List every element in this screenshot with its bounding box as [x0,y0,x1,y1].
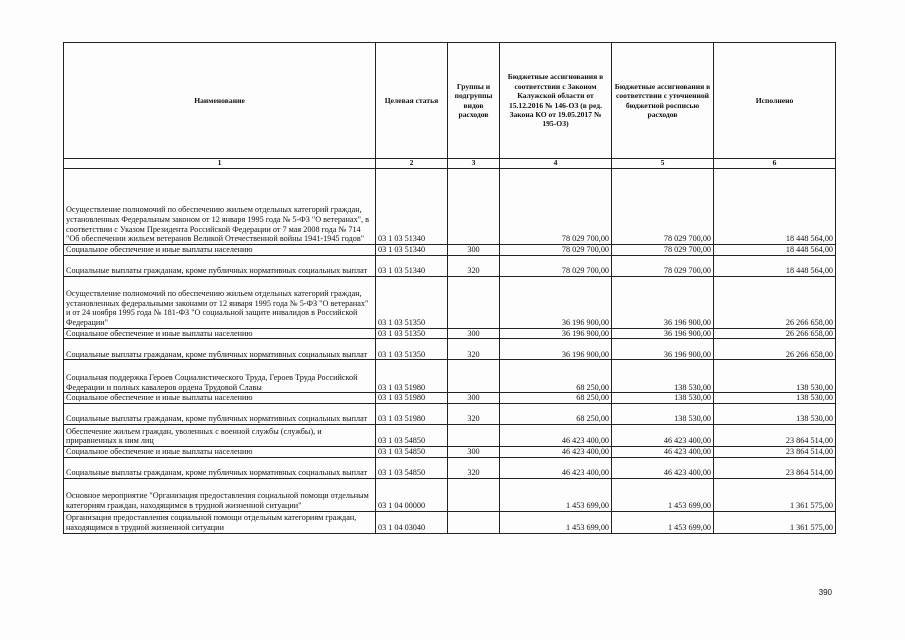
row-name-cell: Социальное обеспечение и иные выплаты населению [64,328,376,339]
row-group-cell [448,425,500,447]
column-number: 1 [64,159,376,169]
row-group-cell [448,276,500,328]
page-number: 390 [818,588,832,597]
row-law-amount-cell: 78 029 700,00 [500,255,612,276]
row-executed-amount-cell: 138 530,00 [714,360,836,393]
row-revised-amount-cell: 1 453 699,00 [612,511,714,533]
table-row [64,276,836,328]
budget-table [63,42,836,534]
row-executed-amount-cell: 23 864 514,00 [714,447,836,458]
header-target: Целевая статья [376,43,448,159]
row-name-cell: Обеспечение жильем граждан, уволенных с военной службы (службы), и приравненных к ним лиц [64,425,376,447]
row-revised-amount-cell: 46 423 400,00 [612,447,714,458]
column-number: 5 [612,159,714,169]
row-executed-amount-cell: 23 864 514,00 [714,425,836,447]
table-row [64,404,836,425]
row-executed-amount-cell: 26 266 658,00 [714,276,836,328]
row-name-cell: Осуществление полномочий по обеспечению жильем отдельных категорий граждан, установленных Федеральным законом от 12 января 1995 года № 5-ФЗ "О ветеранах", в соответствии с Указом Президента Российской Федерации от 7 мая 2008 года № 714 "Об обеспечении жильем ветеранов Великой Отечественной войны 1941-1945 годов" [64,169,376,245]
table-row [64,478,836,511]
row-name-cell: Организация предоставления социальной помощи отдельным категориям граждан, находящимся в трудной жизненной ситуации [64,511,376,533]
row-name-cell: Осуществление полномочий по обеспечению жильем отдельных категорий граждан, установленных федеральными законами от 12 января 1995 года № 5-ФЗ "О ветеранах" и от 24 ноября 1995 года № 181-ФЗ "О социальной защите инвалидов в Российской Федерации" [64,276,376,328]
table-row [64,425,836,447]
row-name-cell: Социальное обеспечение и иные выплаты населению [64,447,376,458]
row-target-code-cell: 03 1 03 51340 [376,169,448,245]
row-executed-amount-cell: 138 530,00 [714,404,836,425]
header-name: Наименование [64,43,376,159]
header-law-allocations: Бюджетные ассигнования в соответствии с Законом Калужской области от 15.12.2016 № 146-ОЗ (в ред. Закона КО от 19.05.2017 № 195-ОЗ) [500,43,612,159]
row-revised-amount-cell: 78 029 700,00 [612,255,714,276]
row-revised-amount-cell: 46 423 400,00 [612,425,714,447]
row-group-cell [448,169,500,245]
row-law-amount-cell: 68 250,00 [500,360,612,393]
row-revised-amount-cell: 1 453 699,00 [612,478,714,511]
table-row [64,393,836,404]
column-number-row [64,159,836,169]
header-executed: Исполнено [714,43,836,159]
row-revised-amount-cell: 46 423 400,00 [612,457,714,478]
table-body [64,169,836,534]
row-target-code-cell: 03 1 03 51350 [376,328,448,339]
row-revised-amount-cell: 36 196 900,00 [612,328,714,339]
row-law-amount-cell: 36 196 900,00 [500,339,612,360]
row-law-amount-cell: 46 423 400,00 [500,447,612,458]
row-law-amount-cell: 68 250,00 [500,404,612,425]
row-executed-amount-cell: 18 448 564,00 [714,245,836,256]
row-revised-amount-cell: 36 196 900,00 [612,276,714,328]
column-number: 6 [714,159,836,169]
row-executed-amount-cell: 1 361 575,00 [714,511,836,533]
row-group-cell: 300 [448,447,500,458]
row-target-code-cell: 03 1 03 51980 [376,404,448,425]
row-executed-amount-cell: 18 448 564,00 [714,169,836,245]
row-target-code-cell: 03 1 03 51980 [376,360,448,393]
row-executed-amount-cell: 1 361 575,00 [714,478,836,511]
row-group-cell: 300 [448,328,500,339]
row-name-cell: Основное мероприятие "Организация предоставления социальной помощи отдельным категориям граждан, находящимся в трудной жизненной ситуации" [64,478,376,511]
row-target-code-cell: 03 1 03 51980 [376,393,448,404]
row-group-cell: 320 [448,457,500,478]
row-executed-amount-cell: 138 530,00 [714,393,836,404]
row-revised-amount-cell: 138 530,00 [612,393,714,404]
row-law-amount-cell: 46 423 400,00 [500,425,612,447]
row-target-code-cell: 03 1 03 51340 [376,245,448,256]
row-group-cell: 320 [448,339,500,360]
column-number: 4 [500,159,612,169]
table-row [64,360,836,393]
row-revised-amount-cell: 78 029 700,00 [612,169,714,245]
row-revised-amount-cell: 138 530,00 [612,360,714,393]
header-groups: Группы и подгруппы видов расходов [448,43,500,159]
table-row [64,511,836,533]
row-law-amount-cell: 36 196 900,00 [500,276,612,328]
row-name-cell: Социальные выплаты гражданам, кроме публичных нормативных социальных выплат [64,457,376,478]
row-target-code-cell: 03 1 04 03040 [376,511,448,533]
row-name-cell: Социальные выплаты гражданам, кроме публичных нормативных социальных выплат [64,339,376,360]
row-name-cell: Социальные выплаты гражданам, кроме публичных нормативных социальных выплат [64,255,376,276]
row-law-amount-cell: 78 029 700,00 [500,245,612,256]
table-row [64,245,836,256]
row-executed-amount-cell: 23 864 514,00 [714,457,836,478]
row-name-cell: Социальное обеспечение и иные выплаты населению [64,245,376,256]
row-target-code-cell: 03 1 03 54850 [376,425,448,447]
row-name-cell: Социальные выплаты гражданам, кроме публичных нормативных социальных выплат [64,404,376,425]
header-revised-allocations: Бюджетные ассигнования в соответствии с уточненной бюджетной росписью расходов [612,43,714,159]
row-target-code-cell: 03 1 03 54850 [376,457,448,478]
row-group-cell: 300 [448,245,500,256]
row-revised-amount-cell: 138 530,00 [612,404,714,425]
row-group-cell [448,478,500,511]
column-number: 3 [448,159,500,169]
row-law-amount-cell: 1 453 699,00 [500,478,612,511]
row-executed-amount-cell: 18 448 564,00 [714,255,836,276]
row-law-amount-cell: 78 029 700,00 [500,169,612,245]
row-name-cell: Социальная поддержка Героев Социалистического Труда, Героев Труда Российской Федерации и полных кавалеров ордена Трудовой Славы [64,360,376,393]
row-group-cell [448,360,500,393]
table-row [64,447,836,458]
table-row [64,328,836,339]
row-target-code-cell: 03 1 04 00000 [376,478,448,511]
row-target-code-cell: 03 1 03 51340 [376,255,448,276]
row-name-cell: Социальное обеспечение и иные выплаты населению [64,393,376,404]
row-group-cell: 320 [448,255,500,276]
row-group-cell: 300 [448,393,500,404]
row-target-code-cell: 03 1 03 51350 [376,276,448,328]
row-target-code-cell: 03 1 03 51350 [376,339,448,360]
table-row [64,169,836,245]
row-law-amount-cell: 46 423 400,00 [500,457,612,478]
row-revised-amount-cell: 36 196 900,00 [612,339,714,360]
table-row [64,255,836,276]
row-target-code-cell: 03 1 03 54850 [376,447,448,458]
column-number: 2 [376,159,448,169]
row-executed-amount-cell: 26 266 658,00 [714,339,836,360]
table-row [64,457,836,478]
row-law-amount-cell: 1 453 699,00 [500,511,612,533]
row-law-amount-cell: 68 250,00 [500,393,612,404]
table-header-row [64,43,836,159]
row-group-cell: 320 [448,404,500,425]
row-revised-amount-cell: 78 029 700,00 [612,245,714,256]
row-group-cell [448,511,500,533]
table-row [64,339,836,360]
row-law-amount-cell: 36 196 900,00 [500,328,612,339]
row-executed-amount-cell: 26 266 658,00 [714,328,836,339]
